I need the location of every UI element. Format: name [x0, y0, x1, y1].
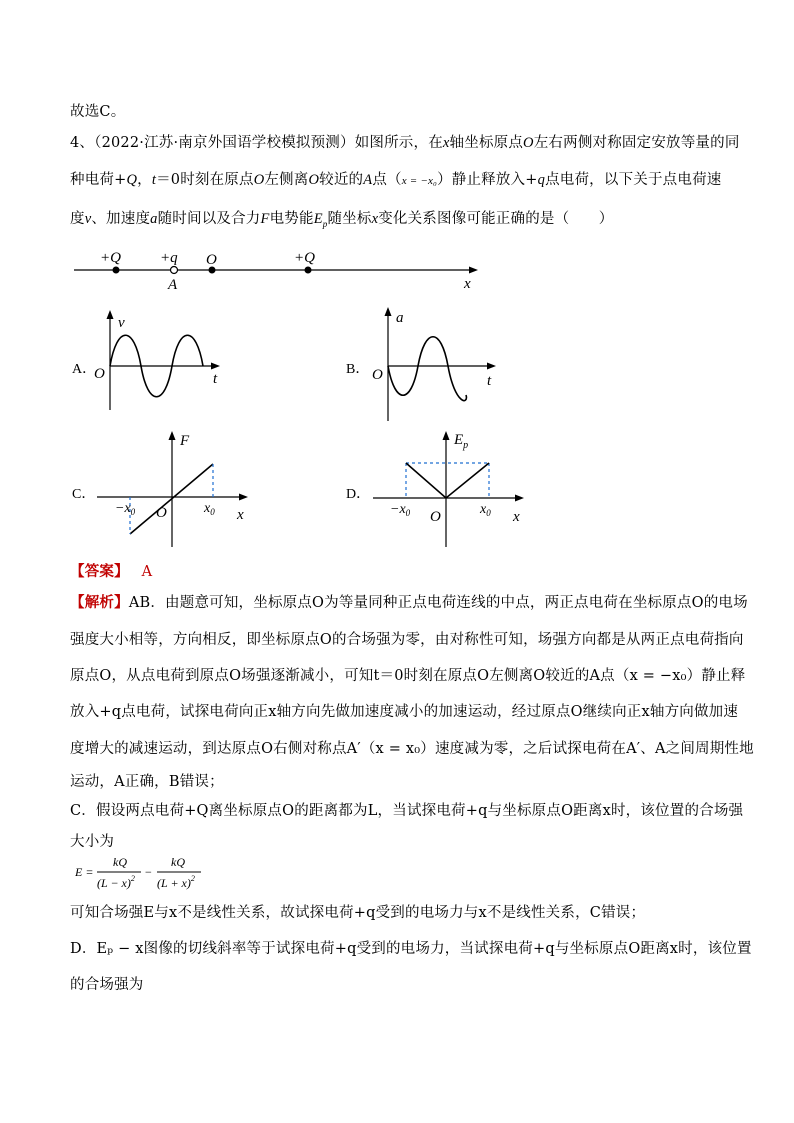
axis-x-label: t — [213, 371, 218, 387]
origin-label: O — [94, 366, 105, 382]
charge-left-dot — [113, 267, 120, 274]
answer-value: A — [141, 564, 153, 580]
analysis-line-1: 【解析】AB．由题意可知，坐标原点O为等量同种正点电荷连线的中点，两正点电荷在坐标原点O的电场 — [70, 594, 748, 611]
analysis-line-7: C．假设两点电荷+Q离坐标原点O的距离都为L，当试探电荷+q与坐标原点O距离x时，该位置的合场强 — [70, 803, 744, 819]
question-line-2: 种电荷+Q，t＝0时刻在原点O左侧离O较近的A点（x = −x₀）静止释放入+q点电荷，以下关于点电荷速 — [70, 172, 722, 188]
option-d-graph[interactable] — [368, 425, 538, 550]
question-line-3: 度v、加速度a随时间以及合力F电势能$E_p$随坐标x变化关系图像可能正确的是（ ） — [70, 211, 614, 229]
analysis-label: 【解析】 — [70, 594, 129, 611]
test-charge-label: +q — [160, 250, 178, 266]
x-axis-arrow — [469, 267, 478, 274]
answer-line — [70, 560, 152, 581]
origin-label: O — [430, 509, 441, 525]
analysis-line-10: D．Eₚ − x图像的切线斜率等于试探电荷+q受到的电场力，当试探电荷+q与坐标原点O距离x时，该位置 — [70, 941, 752, 957]
axis-y-label: v — [118, 315, 125, 331]
charge-right-dot — [305, 267, 312, 274]
svg-text:(L − x)2: $(L - x)^2$ — [97, 874, 135, 890]
neg-x0-label: $-x_0$ — [115, 501, 136, 517]
pos-x0-label: $x_0$ — [204, 501, 215, 517]
analysis-line-3: 原点O，从点电荷到原点O场强逐渐减小，可知t＝0时刻在原点O左侧离O较近的A点（x = −x₀）静止释 — [70, 668, 746, 684]
option-a-label[interactable]: A． — [72, 362, 97, 377]
pos-x0-label: $x_0$ — [480, 502, 491, 518]
analysis-line-9: 可知合场强E与x不是线性关系，故试探电荷+q受到的电场力与x不是线性关系，C错误； — [70, 905, 646, 921]
svg-text:−: − — [145, 865, 152, 879]
x-axis-label: x — [464, 276, 471, 292]
origin-label: O — [372, 367, 383, 383]
svg-text:E =: E = — [75, 865, 94, 879]
conclusion-line: 故选C。 — [70, 104, 126, 120]
potential-energy-line — [406, 463, 489, 498]
point-a-label: A — [168, 277, 178, 293]
analysis-line-5: 度增大的减速运动，到达原点O右侧对称点A′（x = x₀）速度减为零，之后试探电荷在A′、A之间周期性地 — [70, 741, 754, 757]
analysis-line-11: 的合场强为 — [70, 977, 144, 993]
svg-text:kQ: kQ — [113, 855, 127, 869]
acceleration-curve — [388, 337, 466, 401]
option-b-graph[interactable] — [368, 305, 508, 425]
option-c-graph[interactable] — [92, 425, 262, 550]
question-line-1: 4、（2022·江苏·南京外国语学校模拟预测）如图所示，在x轴坐标原点O左右两侧对称固定安放等量的同 — [70, 135, 740, 151]
field-strength-formula — [75, 850, 215, 896]
option-a-graph[interactable] — [92, 310, 232, 420]
origin-label: O — [206, 252, 217, 268]
neg-x0-label: $-x_0$ — [390, 502, 411, 518]
charge-right-label: +Q — [294, 250, 315, 266]
axis-x-label: t — [487, 373, 492, 389]
axis-y-label: a — [396, 310, 404, 326]
test-charge-dot — [171, 267, 178, 274]
axis-x-label: x — [513, 509, 520, 525]
option-b-label[interactable]: B． — [346, 362, 370, 377]
option-d-label[interactable]: D． — [346, 487, 371, 502]
charge-left-label: +Q — [100, 250, 121, 266]
axis-x-label: x — [237, 507, 244, 523]
axis-y-label: $E_p$ — [454, 432, 469, 451]
analysis-line-8: 大小为 — [70, 834, 115, 850]
option-c-label[interactable]: C． — [72, 487, 96, 502]
analysis-line-2: 强度大小相等，方向相反，即坐标原点O的合场强为零，由对称性可知，场强方向都是从两正点电荷指向 — [70, 632, 744, 648]
answer-label: 【答案】 — [70, 563, 129, 580]
origin-label: O — [156, 505, 167, 521]
charge-axis-figure — [70, 245, 490, 295]
analysis-line-4: 放入+q点电荷，试探电荷向正x轴方向先做加速度减小的加速运动，经过原点O继续向正x轴方向做加速 — [70, 704, 739, 720]
axis-y-label: F — [180, 433, 190, 449]
analysis-line-6: 运动，A正确，B错误； — [70, 774, 224, 790]
svg-text:kQ: kQ — [171, 855, 185, 869]
svg-text:(L + x)2: $(L + x)^2$ — [157, 874, 195, 890]
